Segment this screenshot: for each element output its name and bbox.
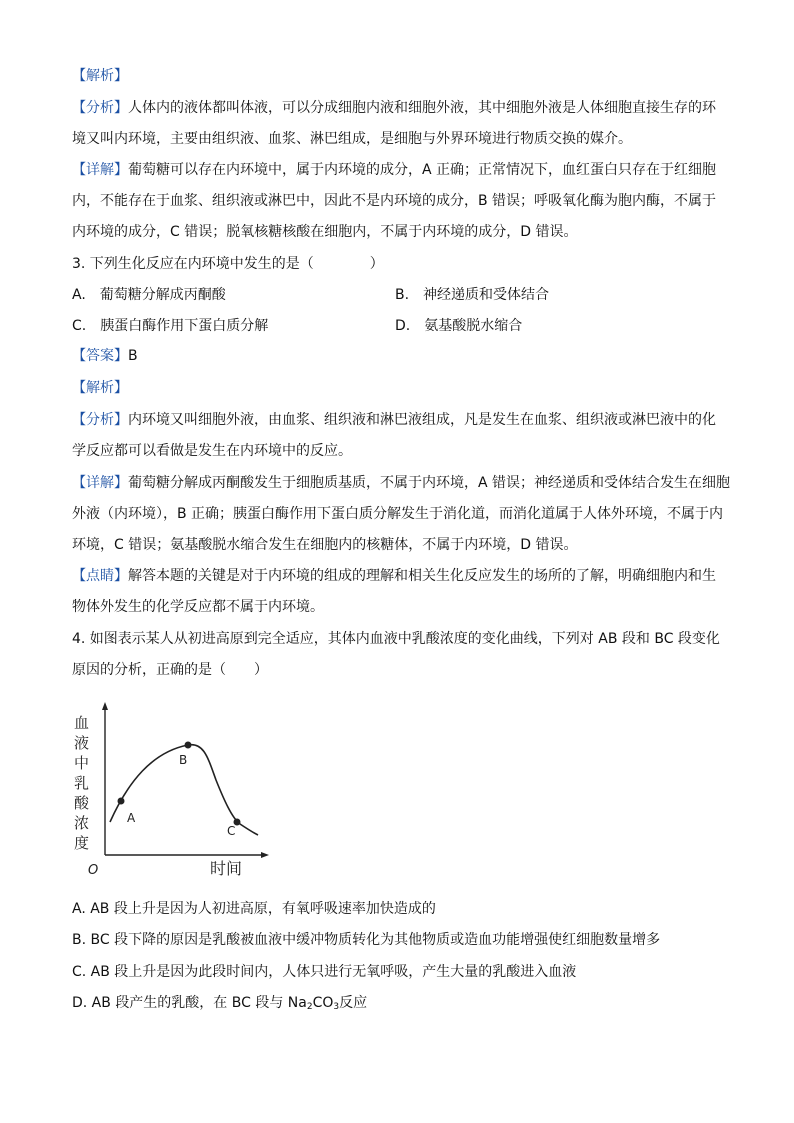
point-a-label: A xyxy=(127,811,136,825)
xiangjie-2-line-3: 环境，C 错误；氨基酸脱水缩合发生在细胞内的核糖体，不属于内环境，D 错误。 xyxy=(72,537,578,553)
origin-label: O xyxy=(88,863,99,878)
q4-option-d-post: 反应 xyxy=(339,995,368,1011)
y-label-char: 酸 xyxy=(74,794,90,812)
fenxi-1-line-2: 境又叫内环境，主要由组织液、血浆、淋巴组成，是细胞与外界环境进行物质交换的媒介。 xyxy=(72,131,632,147)
xiangjie-tag: 【详解】 xyxy=(72,475,128,491)
point-b xyxy=(185,742,192,749)
answer-tag: 【答案】 xyxy=(72,348,128,364)
dianjing-line-1 xyxy=(72,567,716,585)
q3-option-c: C. 胰蛋白酶作用下蛋白质分解 xyxy=(72,318,269,334)
x-axis-label: 时间 xyxy=(210,859,243,878)
q4-option-d-sub1: 2 xyxy=(306,1002,313,1012)
y-label-char: 乳 xyxy=(74,774,90,792)
q3-answer xyxy=(72,347,138,365)
fenxi-2-line-1 xyxy=(72,411,716,429)
jiexi-tag-1: 【解析】 xyxy=(72,68,128,84)
q3-option-d: D. 氨基酸脱水缩合 xyxy=(395,318,523,334)
fenxi-tag: 【分析】 xyxy=(72,100,128,116)
jiexi-tag-2: 【解析】 xyxy=(72,380,128,396)
q4-option-a: A. AB 段上升是因为人初进高原，有氧呼吸速率加快造成的 xyxy=(72,901,436,917)
fenxi-text: 内环境又叫细胞外液，由血浆、组织液和淋巴液组成，凡是发生在血浆、组织液或淋巴液中的化 xyxy=(128,412,716,428)
q4-option-b: B. BC 段下降的原因是乳酸被血液中缓冲物质转化为其他物质或造血功能增强使红细胞数量增多 xyxy=(72,932,661,948)
point-a xyxy=(118,798,125,805)
dianjing-text: 解答本题的关键是对于内环境的组成的理解和相关生化反应发生的场所的了解，明确细胞内和生 xyxy=(128,568,716,584)
point-b-label: B xyxy=(179,753,188,767)
fenxi-2-line-2: 学反应都可以看做是发生在内环境中的反应。 xyxy=(72,443,352,459)
xiangjie-2-line-2: 外液（内环境），B 正确；胰蛋白酶作用下蛋白质分解发生于消化道，而消化道属于人体外环境，不属于内 xyxy=(72,506,724,522)
xiangjie-text: 葡萄糖分解成丙酮酸发生于细胞质基质，不属于内环境，A 错误；神经递质和受体结合发生在细胞 xyxy=(128,475,731,491)
xiangjie-2-line-1 xyxy=(72,474,730,492)
q3-stem: 3. 下列生化反应在内环境中发生的是（ ） xyxy=(72,256,384,272)
y-label-char: 中 xyxy=(74,754,90,772)
xiangjie-1-line-3: 内环境的成分，C 错误；脱氧核糖核酸在细胞内，不属于内环境的成分，D 错误。 xyxy=(72,224,578,240)
xiangjie-1-line-2: 内，不能存在于血浆、组织液或淋巴中，因此不是内环境的成分，B 错误；呼吸氧化酶为胞内酶，不属于 xyxy=(72,193,717,209)
xiangjie-text: 葡萄糖可以存在内环境中，属于内环境的成分，A 正确；正常情况下，血红蛋白只存在于红细胞 xyxy=(128,162,717,178)
fenxi-tag: 【分析】 xyxy=(72,412,128,428)
y-label-char: 血 xyxy=(74,714,90,732)
q3-option-b: B. 神经递质和受体结合 xyxy=(395,287,550,303)
x-axis-arrow xyxy=(261,852,269,858)
y-label-char: 液 xyxy=(74,734,90,752)
q4-stem-line-1: 4. 如图表示某人从初进高原到完全适应，其体内血液中乳酸浓度的变化曲线，下列对 AB 段和 BC 段变化 xyxy=(72,631,720,647)
dianjing-line-2: 物体外发生的化学反应都不属于内环境。 xyxy=(72,599,324,615)
answer-value: B xyxy=(128,348,138,364)
y-label-char: 浓 xyxy=(74,814,90,832)
q4-option-d-pre: D. AB 段产生的乳酸，在 BC 段与 Na xyxy=(72,995,307,1011)
dianjing-tag: 【点睛】 xyxy=(72,568,128,584)
q4-option-d xyxy=(72,994,367,1016)
y-axis-arrow xyxy=(102,702,108,710)
point-c-label: C xyxy=(227,824,236,838)
xiangjie-1-line-1 xyxy=(72,161,716,179)
y-axis-label xyxy=(74,714,90,852)
fenxi-1-line-1 xyxy=(72,99,716,117)
y-label-char: 度 xyxy=(74,834,90,852)
xiangjie-tag: 【详解】 xyxy=(72,162,128,178)
q4-option-d-sub2: 3 xyxy=(333,1002,340,1012)
q3-option-a: A. 葡萄糖分解成丙酮酸 xyxy=(72,287,226,303)
lactic-acid-graph xyxy=(70,700,280,890)
q4-option-c: C. AB 段上升是因为此段时间内，人体只进行无氧呼吸，产生大量的乳酸进入血液 xyxy=(72,964,577,980)
q4-stem-line-2: 原因的分析，正确的是（ ） xyxy=(72,662,268,678)
q4-option-d-mid: CO xyxy=(312,995,334,1011)
fenxi-text: 人体内的液体都叫体液，可以分成细胞内液和细胞外液，其中细胞外液是人体细胞直接生存的环 xyxy=(128,100,716,116)
